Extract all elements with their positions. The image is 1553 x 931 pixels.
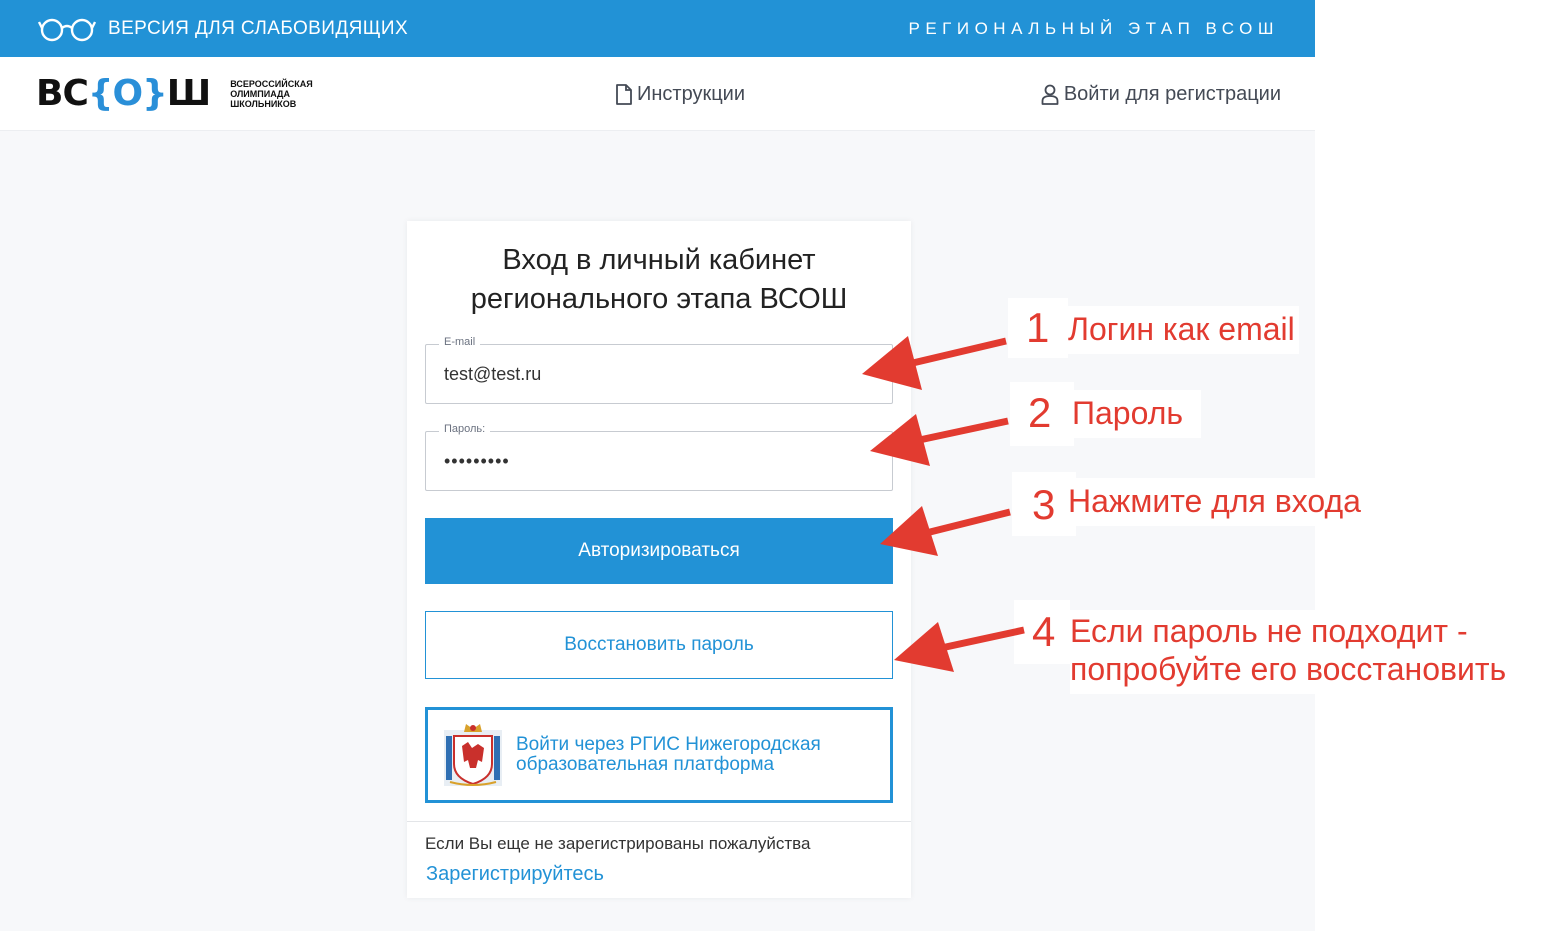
nav-login-label: Войти для регистрации xyxy=(1063,82,1281,105)
register-link[interactable]: Зарегистрируйтесь xyxy=(426,863,604,885)
right-margin xyxy=(1315,0,1553,931)
nav-instructions-label: Инструкции xyxy=(637,82,746,105)
logo-caption-line: ШКОЛЬНИКОВ xyxy=(230,99,297,109)
annotation-number: 4 xyxy=(1014,600,1070,664)
nav-instructions[interactable] xyxy=(615,57,745,131)
annotation-number: 2 xyxy=(1010,382,1074,446)
logo-mark-mid: {О} xyxy=(87,73,167,114)
password-field xyxy=(425,423,893,491)
password-field-label: Пароль: xyxy=(439,423,490,435)
top-bar xyxy=(0,0,1315,57)
logo-mark-left: ВС xyxy=(36,73,88,114)
coat-of-arms-icon xyxy=(442,722,504,788)
document-icon xyxy=(615,84,632,105)
login-card xyxy=(407,221,911,898)
register-note: Если Вы еще не зарегистрированы пожалуйства xyxy=(425,834,811,853)
low-vision-version-link[interactable] xyxy=(38,0,408,57)
rgis-login-label xyxy=(516,735,876,775)
rgis-login-line1: Войти через РГИС Нижегородская xyxy=(516,734,821,755)
annotation-number: 1 xyxy=(1008,298,1068,358)
rgis-login-line2: образовательная платформа xyxy=(516,754,775,775)
annotation-text-line2: попробуйте его восстановить xyxy=(1070,651,1507,687)
glasses-icon xyxy=(38,16,96,42)
logo-mark-right: Ш xyxy=(166,73,211,114)
annotation-text: Логин как email xyxy=(1068,306,1299,354)
email-field xyxy=(425,336,893,404)
email-input[interactable] xyxy=(444,345,874,403)
rgis-login-button[interactable] xyxy=(425,707,893,803)
annotation-number: 3 xyxy=(1012,472,1076,536)
nav-login[interactable] xyxy=(1041,57,1281,131)
user-icon xyxy=(1041,84,1059,105)
login-title xyxy=(407,241,911,319)
restore-password-button[interactable]: Восстановить пароль xyxy=(425,611,893,679)
logo-mark xyxy=(36,73,211,114)
card-divider xyxy=(407,821,911,822)
annotation-text-line1: Если пароль не подходит - xyxy=(1070,613,1468,649)
stage-label: РЕГИОНАЛЬНЫЙ ЭТАП ВСОШ xyxy=(908,18,1279,38)
header xyxy=(0,57,1315,131)
email-field-label: E-mail xyxy=(439,336,480,348)
annotation-text xyxy=(1070,610,1510,694)
logo-caption-line: ОЛИМПИАДА xyxy=(230,89,290,99)
login-title-line2: регионального этапа ВСОШ xyxy=(470,283,848,315)
annotation-text: Пароль xyxy=(1068,390,1201,438)
annotation-text: Нажмите для входа xyxy=(1068,478,1365,526)
login-button[interactable]: Авторизироваться xyxy=(425,518,893,584)
login-title-line1: Вход в личный кабинет xyxy=(502,244,816,276)
logo-caption-line: ВСЕРОССИЙСКАЯ xyxy=(230,79,313,89)
low-vision-version-label: ВЕРСИЯ ДЛЯ СЛАБОВИДЯЩИХ xyxy=(108,17,409,39)
logo-caption xyxy=(230,79,330,109)
logo[interactable] xyxy=(36,73,330,114)
password-input[interactable] xyxy=(444,432,874,490)
